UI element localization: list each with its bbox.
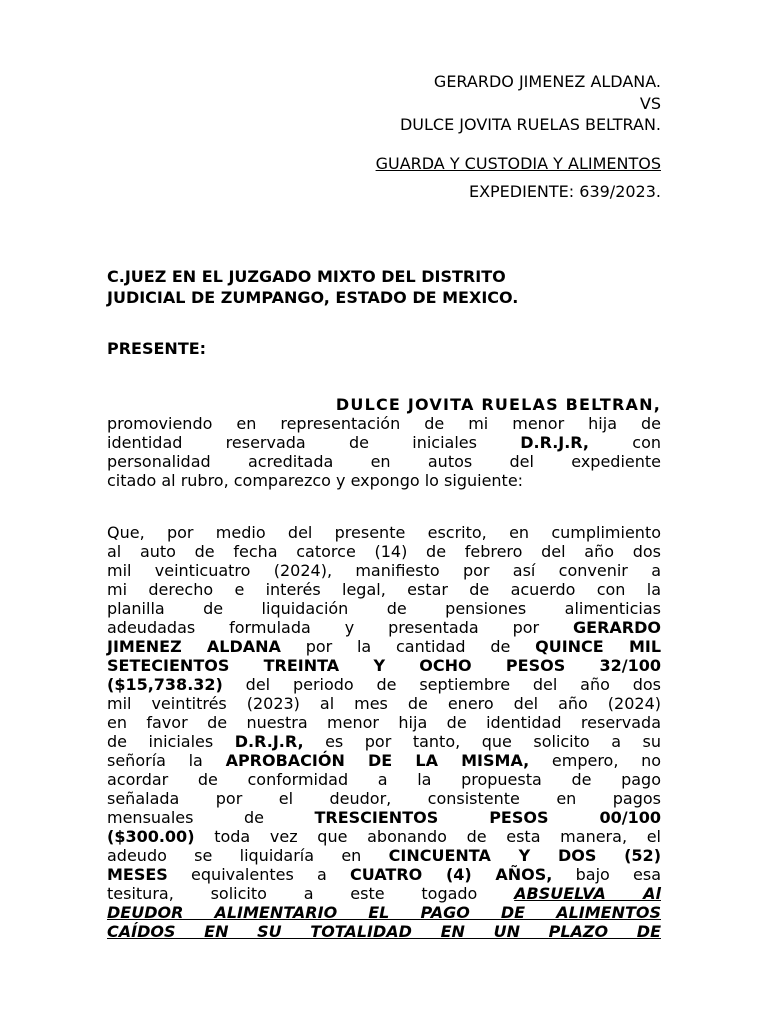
case-subject: GUARDA Y CUSTODIA Y ALIMENTOS <box>375 154 661 173</box>
name-run: GERARDO <box>573 618 661 637</box>
text-run: del periodo de septiembre del año dos <box>245 675 661 694</box>
body-line: al auto de fecha catorce (14) de febrero del año dos <box>107 542 661 561</box>
emphasis-run: CUATRO (4) AÑOS, <box>350 865 553 884</box>
body-line <box>107 884 661 903</box>
body-line <box>107 808 661 827</box>
body-line: mil veintitrés (2023) al mes de enero del año (2024) <box>107 694 661 713</box>
text-run: bajo esa <box>575 865 662 884</box>
emphasis-run: ABSUELVA Al <box>514 884 661 903</box>
text-run: mensuales de <box>107 808 264 827</box>
case-versus: VS <box>639 94 661 113</box>
body-line <box>107 846 661 865</box>
text-run: tesitura, solicito a este togado <box>107 884 478 903</box>
text-run: identidad reservada de iniciales <box>107 433 477 452</box>
body-line: señalada por el deudor, consistente en pagos <box>107 789 661 808</box>
body-line: mi derecho e interés legal, estar de acuerdo con la <box>107 580 661 599</box>
intro-line <box>107 433 661 452</box>
initials: D.R.J.R, <box>520 433 589 452</box>
case-file-number: EXPEDIENTE: 639/2023. <box>468 182 661 201</box>
body-line <box>107 675 661 694</box>
addressee-line-2: JUDICIAL DE ZUMPANGO, ESTADO DE MEXICO. <box>107 288 519 307</box>
intro-paragraph <box>107 395 661 490</box>
emphasis-run: APROBACIÓN DE LA MISMA, <box>225 751 530 770</box>
addressee-line-1: C.JUEZ EN EL JUZGADO MIXTO DEL DISTRITO <box>107 267 506 286</box>
text-run: equivalentes a <box>191 865 327 884</box>
body-line: en favor de nuestra menor hija de identidad reservada <box>107 713 661 732</box>
amount-run: ($300.00) <box>107 827 195 846</box>
intro-line: promoviendo en representación de mi menor hija de <box>107 414 661 433</box>
body-line <box>107 618 661 637</box>
emphasis-run: MESES <box>107 865 168 884</box>
body-line <box>107 827 661 846</box>
emphasis-run: CINCUENTA Y DOS (52) <box>388 846 662 865</box>
intro-line: personalidad acreditada en autos del expediente <box>107 452 661 471</box>
body-line <box>107 732 661 751</box>
body-line <box>107 865 661 884</box>
text-run: toda vez que abonando de esta manera, el <box>214 827 661 846</box>
text-run: con <box>632 433 661 452</box>
body-line <box>107 751 661 770</box>
text-run: de iniciales <box>107 732 214 751</box>
amount-run: TRESCIENTOS PESOS 00/100 <box>314 808 661 827</box>
intro-name: DULCE JOVITA RUELAS BELTRAN, <box>335 395 661 414</box>
text-run: empero, no <box>551 751 662 770</box>
body-line: mil veinticuatro (2024), manifiesto por así convenir a <box>107 561 661 580</box>
addressee <box>107 267 661 307</box>
amount-run: QUINCE MIL <box>535 637 662 656</box>
body-line: acordar de conformidad a la propuesta de pago <box>107 770 661 789</box>
body-paragraph <box>107 523 661 941</box>
initials: D.R.J.R, <box>234 732 304 751</box>
text-run: por la cantidad de <box>305 637 511 656</box>
text-run: adeudadas formulada y presentada por <box>107 618 540 637</box>
amount-run: ($15,738.32) <box>107 675 223 694</box>
name-run: JIMENEZ ALDANA <box>107 637 281 656</box>
body-line <box>107 637 661 656</box>
body-line: CAÍDOS EN SU TOTALIDAD EN UN PLAZO DE <box>107 922 661 941</box>
greeting: PRESENTE: <box>107 339 207 358</box>
body-line: DEUDOR ALIMENTARIO EL PAGO DE ALIMENTOS <box>107 903 661 922</box>
case-party-plaintiff: GERARDO JIMENEZ ALDANA. <box>433 72 661 91</box>
text-run: es por tanto, que solicito a su <box>325 732 662 751</box>
intro-line: citado al rubro, comparezco y expongo lo siguiente: <box>107 471 524 490</box>
body-line: Que, por medio del presente escrito, en cumplimiento <box>107 523 661 542</box>
body-line: SETECIENTOS TREINTA Y OCHO PESOS 32/100 <box>107 656 661 675</box>
body-line: planilla de liquidación de pensiones alimenticias <box>107 599 661 618</box>
case-party-defendant: DULCE JOVITA RUELAS BELTRAN. <box>399 115 661 134</box>
text-run: señoría la <box>107 751 203 770</box>
text-run: adeudo se liquidaría en <box>107 846 362 865</box>
